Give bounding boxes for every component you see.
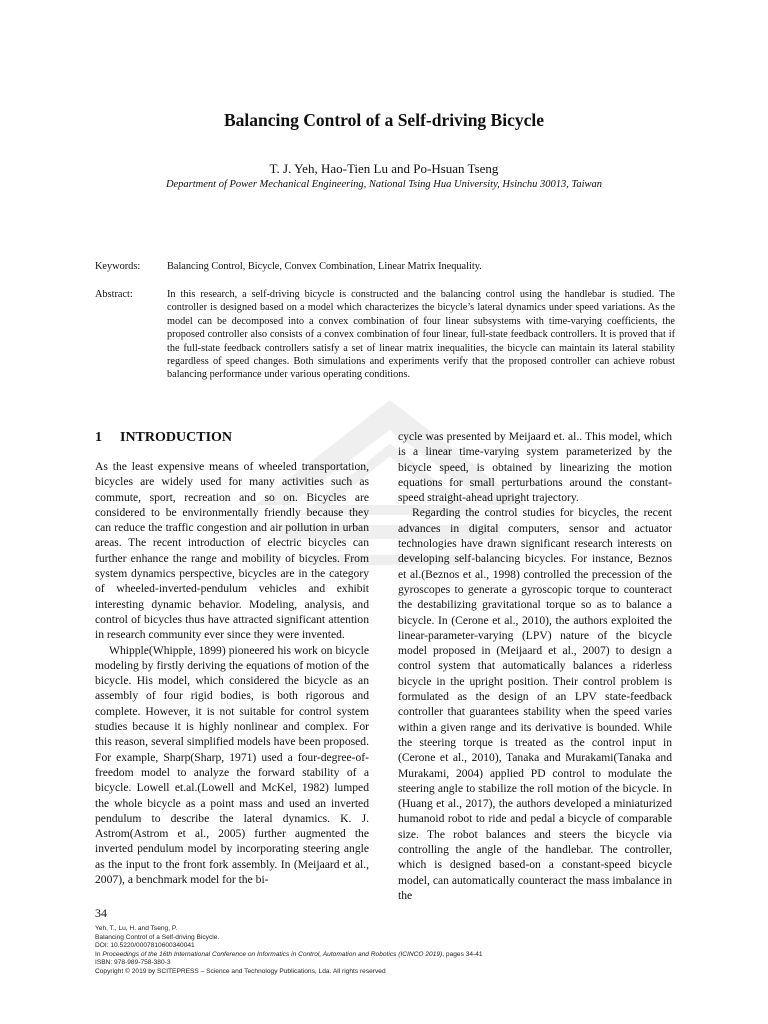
citation-title: Balancing Control of a Self-driving Bicycle.: [95, 933, 220, 941]
page-number: 34: [95, 906, 107, 920]
citation-footer: [95, 925, 675, 977]
left-column: [95, 429, 369, 887]
proceedings-pages: , pages 34-41: [442, 950, 483, 958]
citation-authors: Yeh, T., Lu, H. and Tseng, P.: [95, 925, 178, 932]
body-paragraph: As the least expensive means of wheeled transportation, bicycles are widely used for many activities such as commute, sport, recreation and so on. Bicycles are considered to be environmentally friendly because they can reduce the traffic congestion and air pollution in urban areas. The recent introduction of electric bicycles can further enhance the range and mobility of bicycles. From system dynamics perspective, bicycles are in the category of wheeled-inverted-pendulum vehicles and exhibit interesting dynamic behavior. Modeling, analysis, and control of bicycles thus have attracted significant attention in research community ever since they were invented.: [95, 460, 369, 642]
citation-isbn: ISBN: 978-989-758-380-3: [95, 959, 171, 967]
section-heading: [95, 429, 369, 446]
affiliation: Department of Power Mechanical Engineering, National Tsing Hua University, Hsinchu 30013, Taiwan: [165, 179, 603, 190]
proceedings-prefix: In: [95, 950, 103, 958]
body-paragraph: cycle was presented by Meijaard et. al.. This model, which is a linear time-varying system parameterized by the bicycle speed, is obtained by linearizing the motion equations for small perturbations around the constant-speed straight-ahead upright trajectory.: [398, 430, 672, 505]
body-paragraph: Whipple(Whipple, 1899) pioneered his work on bicycle modeling by firstly deriving the equations of motion of the bicycle. His model, which considered the bicycle as an assembly of four rigid bodies, is both rigorous and complete. However, it is not suitable for control system studies because it is highly nonlinear and complex. For this reason, several simplified models have been proposed. For example, Sharp(Sharp, 1971) used a four-degree-of-freedom model to analyze the forward stability of a bicycle. Lowell et.al.(Lowell and McKel, 1982) lumped the whole bicycle as a point mass and used an inverted pendulum to describe the lateral dynamics. K. J. Astrom(Astrom et al., 2005) further augmented the inverted pendulum model by incorporating steering angle as the input to the front fork assembly. In (Meijaard et al., 2007), a benchmark model for the bi-: [95, 643, 369, 887]
right-column: [398, 429, 672, 903]
keywords-label: Keywords:: [95, 261, 141, 272]
section-number: 1: [95, 430, 102, 445]
citation-doi: DOI: 10.5220/0007810600340041: [95, 942, 195, 950]
section-title: INTRODUCTION: [120, 430, 233, 445]
paper-title: Balancing Control of a Self-driving Bicycle: [223, 110, 545, 130]
author-list: T. J. Yeh, Hao-Tien Lu and Po-Hsuan Tseng: [269, 161, 499, 176]
body-paragraph: Regarding the control studies for bicycles, the recent advances in digital computers, sensor and actuator technologies have drawn significant research interests on developing self-balancing bicycles. For instance, Beznos et al.(Beznos et al., 1998) controlled the precession of the gyroscopes to generate a gyroscopic torque to counteract the destabilizing gravitational torque so as to balance a bicycle. In (Cerone et al., 2010), the authors exploited the linear-parameter-varying (LPV) nature of the bicycle model proposed in (Meijaard et al., 2007) to design a control system that automatically balances a riderless bicycle in the upright position. Their control problem is formulated as the design of an LPV state-feedback controller that guarantees stability when the speed varies within a given range and its derivative is bounded. While the steering torque is treated as the control input in (Cerone et al., 2010), Tanaka and Murakami(Tanaka and Murakami, 2004) applied PD control to modulate the steering angle to stabilize the roll motion of the bicycle. In (Huang et al., 2017), the authors developed a miniaturized humanoid robot to ride and pedal a bicycle of comparable size. The robot balances and steers the bicycle via controlling the angle of the handlebar. The controller, which is designed based-on a constant-speed bicycle model, can automatically counteract the mass imbalance in the: [398, 506, 672, 902]
abstract-label: Abstract:: [95, 289, 133, 300]
abstract-text: In this research, a self-driving bicycle is constructed and the balancing control using the handlebar is studied. The controller is designed based on a model which characterizes the bicycle’s lateral dynamics under speed variations. As the model can be decomposed into a convex combination of four linear subsystems with time-varying coefficients, the proposed controller also consists of a convex combination of four linear, full-state feedback controllers. It is proved that if the full-state feedback controllers satisfy a set of linear matrix inequalities, the bicycle can maintain its lateral stability regardless of speed changes. Both simulations and experiments verify that the proposed controller can achieve robust balancing performance under various operating conditions.: [167, 289, 675, 381]
citation-proceedings: [95, 951, 675, 960]
proceedings-title: Proceedings of the 16th International Conference on Informatics in Control, Automation and Robotics (ICINCO 2019): [102, 950, 443, 958]
keywords-text: Balancing Control, Bicycle, Convex Combination, Linear Matrix Inequality.: [167, 261, 482, 272]
copyright-notice: Copyright © 2019 by SCITEPRESS – Science and Technology Publications, Lda. All rights reserved: [95, 967, 386, 975]
